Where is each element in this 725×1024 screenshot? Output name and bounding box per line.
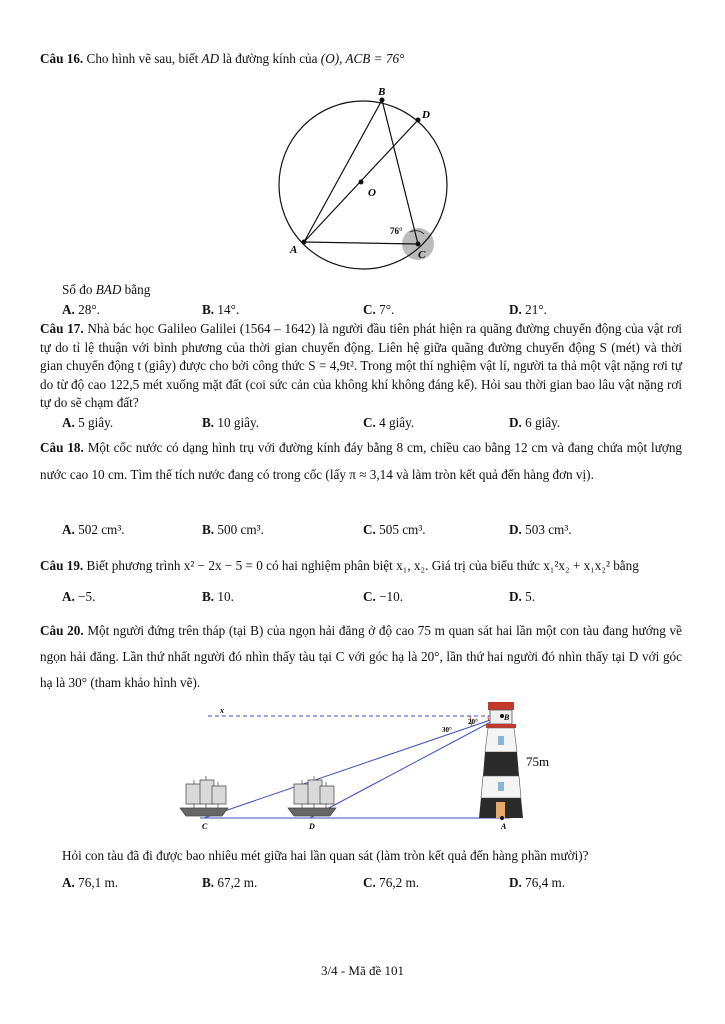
q20-text [40,618,682,696]
q16-option-b[interactable]: B. 14°. [202,302,240,317]
q16-text-a: Cho hình vẽ sau, biết [83,51,202,66]
q16-ask [62,280,704,300]
q16-label: Câu 16. [40,51,84,66]
q17-body: Nhà bác học Galileo Galilei (1564 – 1642) là người đầu tiên phát hiện ra quãng đường chuyển động của vật rơi tự do tỉ lệ thuận với bình phương của thời gian chuyển động. Liên hệ giữa quãng đường chuyển động S (mét) và thời gian chuyển động t (giây) được cho bởi công thức S = 4,9t². Trong một thí nghiệm vật lí, người ta thả một vật nặng rơi tự do từ độ cao 122,5 mét xuống mặt đất (coi sức cản của không khí không đáng kể). Hỏi sau thời gian bao lâu vật nặng rơi tự do sẽ chạm đất? [40,321,682,411]
q20-option-c[interactable]: C. 76,2 m. [363,875,420,890]
label-30: 30° [442,726,452,734]
q16-ask-c: bằng [121,282,151,297]
label-b: B [378,86,386,98]
q16-ask-b: BAD [95,282,122,297]
q17-options [62,415,682,433]
label-a: A [290,244,298,256]
q18-label: Câu 18. [40,440,84,455]
label-o: O [368,187,376,199]
q20-label: Câu 20. [40,623,84,638]
label-x: x [220,706,224,715]
label-d: D [422,109,430,121]
q19-option-a[interactable]: A. −5. [62,589,96,604]
label-angle: 76° [390,226,403,236]
q17-option-d[interactable]: D. 6 giây. [509,415,561,430]
q19-text [40,556,682,576]
q18-option-a[interactable]: A. 502 cm³. [62,522,125,537]
q17-option-b[interactable]: B. 10 giây. [202,415,260,430]
lighthouse-icon [479,702,523,818]
q20-lighthouse-figure [170,698,570,836]
ship-c-icon [180,776,228,816]
q18-body: Một cốc nước có dạng hình trụ với đường kính đáy bằng 8 cm, chiều cao bằng 12 cm và đang chứa một lượng nước cao 10 cm. Tìm thể tích nước đang có trong cốc (lấy π ≈ 3,14 và làm tròn kết quả đến hàng đơn vị). [40,440,683,482]
q18-option-b[interactable]: B. 500 cm³. [202,522,264,537]
label-a: A [501,822,507,831]
label-c: C [418,249,426,261]
q19-label: Câu 19. [40,558,84,573]
q16-options [62,302,682,320]
label-c: C [202,822,208,831]
sight-line-d [310,716,502,818]
label-20: 20° [468,718,478,726]
q19-option-d[interactable]: D. 5. [509,589,536,604]
segment-ac [304,242,418,244]
label-d: D [309,822,315,831]
q18-option-d[interactable]: D. 503 cm³. [509,522,572,537]
q19-options [62,589,682,607]
q16-text-c: là đường kính của [222,51,321,66]
q18-option-c[interactable]: C. 505 cm³. [363,522,426,537]
q16-ask-a: Số đo [62,282,96,297]
q16-circle-figure [270,82,450,272]
label-75m: 75m [526,754,550,769]
label-b: B [504,713,510,722]
page-footer: 3/4 - Mã đề 101 [320,963,405,978]
q16-text [40,49,682,69]
q18-text [40,434,682,488]
q20-option-b[interactable]: B. 67,2 m. [202,875,258,890]
q19-body: Biết phương trình x² − 2x − 5 = 0 có hai nghiệm phân biệt x₁, x₂. Giá trị của biểu thức x₁²x₂ + x₁x₂² bằng [83,558,639,573]
sight-line-c [204,716,502,818]
q20-option-a[interactable]: A. 76,1 m. [62,875,119,890]
q19-option-b[interactable]: B. 10. [202,589,234,604]
q17-option-a[interactable]: A. 5 giây. [62,415,114,430]
q19-option-c[interactable]: C. −10. [363,589,404,604]
q16-option-a[interactable]: A. 28°. [62,302,100,317]
q16-option-d[interactable]: D. 21°. [509,302,547,317]
q16-text-b: AD [201,51,223,66]
q17-option-c[interactable]: C. 4 giây. [363,415,415,430]
q20-ask: Hỏi con tàu đã đi được bao nhiêu mét giữa hai lần quan sát (làm tròn kết quả đến hàng phần mười)? [62,848,589,863]
ship-d-icon [288,776,336,816]
q17-label: Câu 17. [40,321,84,336]
q20-option-d[interactable]: D. 76,4 m. [509,875,566,890]
q20-body: Một người đứng trên tháp (tại B) của ngọn hải đăng ở độ cao 75 m quan sát hai lần một con tàu đang hướng về ngọn hải đăng. Lần thứ nhất người đó nhìn thấy tàu tại C với góc hạ là 20°, lần thứ hai người đó nhìn thấy tại D với góc hạ là 30° (tham khảo hình vẽ). [40,623,683,690]
q16-text-d: (O), ACB = 76° [320,51,405,66]
q16-option-c[interactable]: C. 7°. [363,302,395,317]
q18-options [62,522,682,540]
segment-bc [382,100,418,244]
q20-options [62,875,682,893]
q17-text [40,320,682,413]
